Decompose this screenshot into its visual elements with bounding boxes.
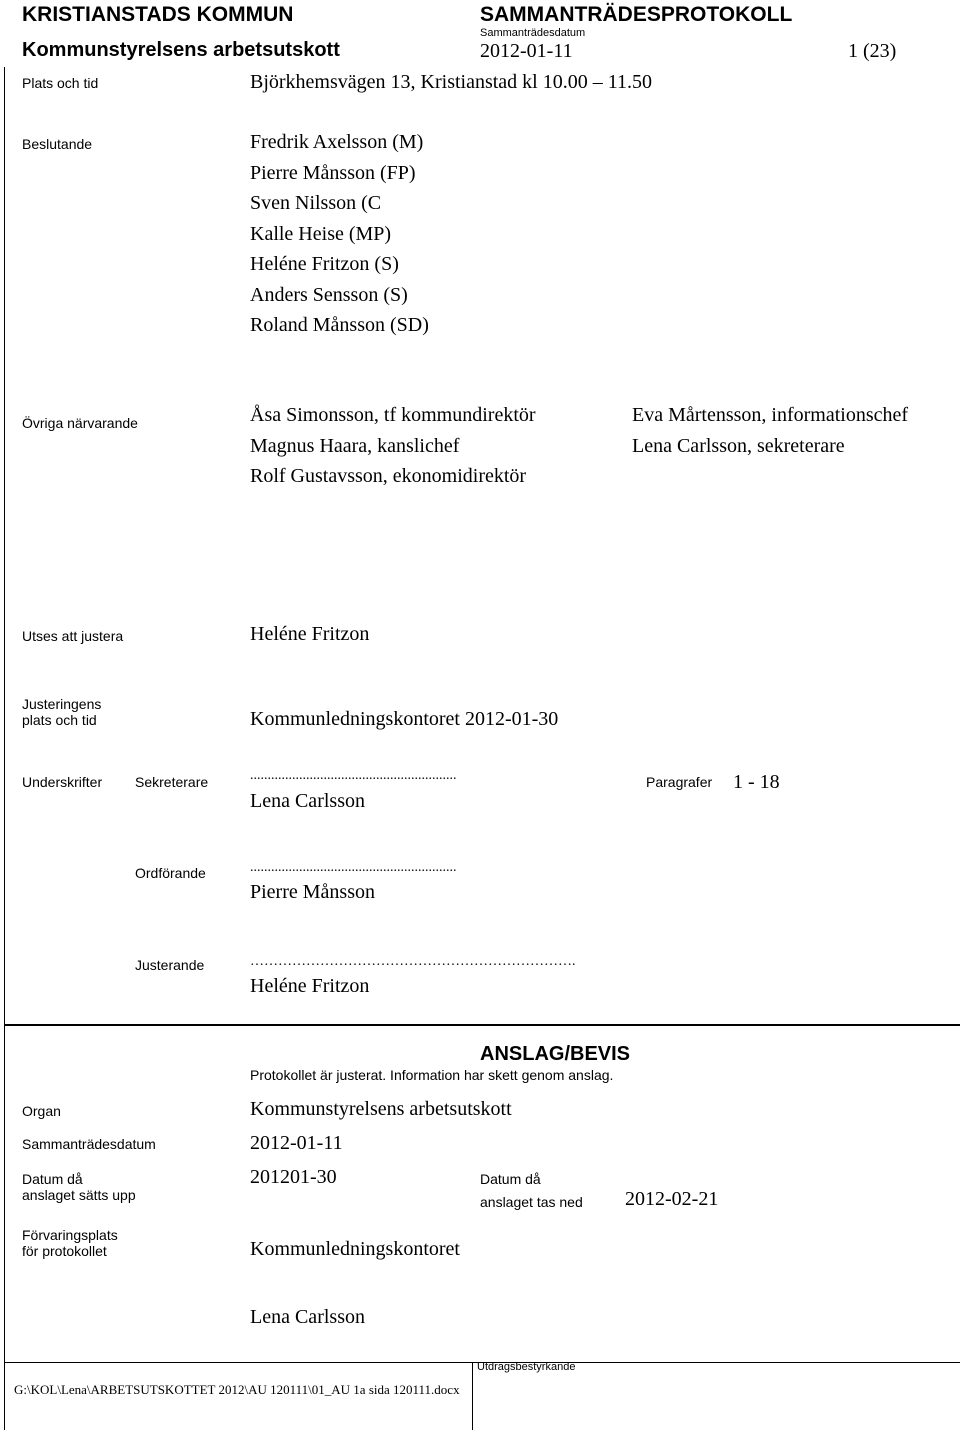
adjustment-label-line1: Justeringens <box>22 696 102 712</box>
signing-adjuster-label: Justerande <box>135 957 205 973</box>
signatures-label: Underskrifter <box>22 774 103 790</box>
place-time-value: Björkhemsvägen 13, Kristianstad kl 10.00 – 11.50 <box>250 71 652 93</box>
attendee-item: Magnus Haara, kanslichef <box>250 434 460 457</box>
removed-label-line2: anslaget tas ned <box>480 1194 583 1210</box>
member-item: Sven Nilsson (C <box>250 192 382 214</box>
member-item: Fredrik Axelsson (M) <box>250 131 424 153</box>
adjustment-label-line2: plats och tid <box>22 712 97 728</box>
certification-label: Utdragsbestyrkande <box>477 1361 576 1373</box>
notice-title: ANSLAG/BEVIS <box>480 1043 631 1065</box>
secretary-signature-line: ........................................................... <box>250 768 457 783</box>
member-item: Heléne Fritzon (S) <box>250 253 399 275</box>
others-col2 <box>632 400 908 461</box>
notice-meeting-date-label: Sammanträdesdatum <box>22 1136 156 1152</box>
storage-value: Kommunledningskontoret <box>250 1238 460 1260</box>
member-item: Kalle Heise (MP) <box>250 222 392 245</box>
page-number: 1 (23) <box>848 40 897 62</box>
removed-label-line1: Datum då <box>480 1171 541 1187</box>
secretary-name: Lena Carlsson <box>250 790 365 812</box>
adjustment-value: Kommunledningskontoret 2012-01-30 <box>250 708 559 730</box>
adjuster-label: Utses att justera <box>22 628 124 644</box>
place-time-label: Plats och tid <box>22 75 99 91</box>
others-col1 <box>250 400 536 492</box>
others-label: Övriga närvarande <box>22 415 138 431</box>
notice-signer: Lena Carlsson <box>250 1306 365 1328</box>
left-border <box>4 67 5 1430</box>
attendee-item: Rolf Gustavsson, ekonomidirektör <box>250 465 527 487</box>
posted-label-line2: anslaget sätts upp <box>22 1187 136 1203</box>
meeting-date: 2012-01-11 <box>480 40 573 62</box>
adjuster-value: Heléne Fritzon <box>250 623 370 645</box>
posted-value: 201201-30 <box>250 1166 337 1188</box>
member-item: Anders Sensson (S) <box>250 283 408 306</box>
posted-label-line1: Datum då <box>22 1171 83 1187</box>
committee-name: Kommunstyrelsens arbetsutskott <box>22 39 340 61</box>
chair-signature-line: ........................................................... <box>250 860 457 875</box>
date-label-small: Sammanträdesdatum <box>480 27 586 39</box>
attendee-item: Åsa Simonsson, tf kommundirektör <box>250 404 536 426</box>
organ-label: Organ <box>22 1103 61 1119</box>
chair-name: Pierre Månsson <box>250 881 375 903</box>
deciding-label: Beslutande <box>22 136 93 152</box>
deciding-members-list <box>250 127 429 341</box>
attendee-item: Eva Mårtensson, informationschef <box>632 404 909 426</box>
municipality-name: KRISTIANSTADS KOMMUN <box>22 3 294 26</box>
member-item: Pierre Månsson (FP) <box>250 161 416 184</box>
signing-adjuster-name: Heléne Fritzon <box>250 975 370 997</box>
file-path: G:\KOL\Lena\ARBETSUTSKOTTET 2012\AU 120111\01_AU 1a sida 120111.docx <box>14 1382 460 1397</box>
storage-label-line1: Förvaringsplats <box>22 1227 118 1243</box>
paragraphs-label: Paragrafer <box>646 774 713 790</box>
notice-subtitle: Protokollet är justerat. Information har skett genom anslag. <box>250 1067 614 1083</box>
adjuster-signature-line: ……………………………………………………………. <box>250 954 576 969</box>
removed-value: 2012-02-21 <box>625 1188 719 1210</box>
storage-label-line2: för protokollet <box>22 1243 107 1259</box>
notice-meeting-date-value: 2012-01-11 <box>250 1132 343 1154</box>
organ-value: Kommunstyrelsens arbetsutskott <box>250 1098 512 1120</box>
paragraphs-value: 1 - 18 <box>733 771 780 793</box>
footer-separator <box>472 1362 473 1430</box>
attendee-item: Lena Carlsson, sekreterare <box>632 434 845 457</box>
protocol-title: SAMMANTRÄDESPROTOKOLL <box>480 3 793 26</box>
notice-divider <box>4 1024 960 1026</box>
member-item: Roland Månsson (SD) <box>250 314 429 336</box>
secretary-label: Sekreterare <box>135 774 209 790</box>
chair-label: Ordförande <box>135 865 206 881</box>
